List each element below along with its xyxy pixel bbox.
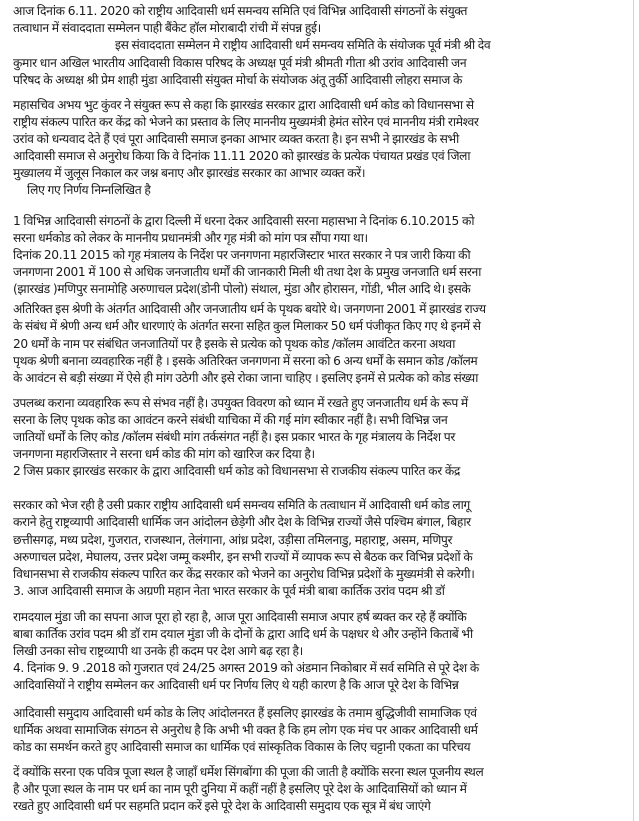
text-line: दिनांक 20.11 2015 को गृह मंत्रालय के निर्देश पर जनगणना महारजिस्टार भारत सरकार ने पत्र जारी किया की [13, 248, 471, 262]
text-line: छत्तीसगढ़, मध्य प्रदेश, गुजरात, राजस्थान, तेलंगाना, आंध्र प्रदेश, उड़ीसा तमिलनाडु, महाराष्ट्र, असम, मणिपुर [13, 533, 453, 547]
text-line: आदिवासी समुदाय आदिवासी धर्म कोड के लिए आंदोलनरत हैं इसलिए झारखंड के तमाम बुद्धिजीवी सामाजिक एवं [13, 706, 477, 720]
text-line: सरना के लिए पृथक कोड का आवंटन करने संबंधी याचिका में की गई मांग स्वीकार नहीं है। सभी विभिन्न जन [13, 413, 448, 427]
text-line: 20 धर्मों के नाम पर संबंधित जनजातियों पर है इसके से प्रत्येक को पृथक कोड /कॉलम आवंटित करना अथवा [13, 337, 456, 351]
text-line: रखते हुए आदिवासी धर्म पर सहमति प्रदान करें इसे पूरे देश के आदिवासी समुदाय एक सूत्र में बंध जाएंगे [13, 799, 431, 813]
text-line: बाबा कार्तिक उरांव पदम श्री डॉ राम दयाल मुंडा जी के दोनों के द्वारा आदि धर्म के पक्षधर थे और उन्होंने किताबें भी [13, 627, 473, 641]
text-line: जातियों धर्मों के लिए कोड /कॉलम संबंधी मांग तर्कसंगत नहीं है। इस प्रकार भारत के गृह मंत्रालय के निर्देश पर [13, 430, 455, 444]
text-line: मुख्यालय में जुलूस निकाल कर जश्न बनाए और झारखंड सरकार का आभार व्यक्त करें। [13, 166, 366, 180]
text-line: राष्ट्रीय संकल्प पारित कर केंद्र को भेजने का प्रस्ताव के लिए माननीय मुख्यमंत्री हेमंत सोरेन एवं माननीय मंत्री रामेश्वर [13, 115, 479, 129]
text-line: कराने हेतु राष्ट्रव्यापी आदिवासी धार्मिक जन आंदोलन छेड़ेगी और देश के विभिन्न राज्यों जैसे पश्चिम बंगाल, बिहार [13, 515, 471, 529]
text-line: पृथक श्रेणी बनाना व्यवहारिक नहीं है । इसके अतिरिक्त जनगणना में सरना को 6 अन्य धर्मों के समान कोड /कॉलम [13, 354, 478, 368]
text-line: धार्मिक अथवा सामाजिक संगठन से अनुरोध है कि अभी भी वक्त है कि हम लोग एक मंच पर आकर आदिवासी धर्म [13, 723, 478, 737]
decision-2-line: 2 जिस प्रकार झारखंड सरकार के द्वारा आदिवासी धर्म कोड को विधानसभा से राजकीय संकल्प पारित कर केंद्र [13, 464, 460, 478]
text-line: दें क्योंकि सरना एक पवित्र पूजा स्थल है जाहाँ धर्मेश सिंगबोंगा की पूजा की जाती है क्योंकि सरना स्थल पूजनीय स्थल [13, 765, 484, 779]
text-line: कुमार धान अखिल भारतीय आदिवासी विकास परिषद के अध्यक्ष पूर्व मंत्री श्रीमती गीता श्री उरांव आदिवासी जन [13, 56, 467, 70]
decision-1-line: 1 विभिन्न आदिवासी संगठनों के द्वारा दिल्ली में धरना देकर आदिवासी सरना महासभा ने दिनांक 6.10.2015 को [13, 214, 475, 228]
text-line: उरांव को धन्यवाद देते हैं एवं पूरा आदिवासी समाज इनका आभार व्यक्त करता है। इन सभी ने झारखंड के सभी [13, 132, 459, 146]
decision-4-line: 4. दिनांक 9. 9 .2018 को गुजरात एवं 24/25 अगस्त 2019 को अंडमान निकोबार में सर्व समिति से पूरे देश के [13, 661, 479, 675]
text-line: जनगणना महारजिस्तार ने सरना धर्म कोड की मांग को खारिज कर दिया है। [13, 447, 315, 461]
text-line: के संबंध में श्रेणी अन्य धर्म और धारणाएं के अंतर्गत सरना सहित कुल मिलाकर 50 धर्म पंजीकृत किए गए थे इनमें से [13, 319, 481, 333]
text-line: विधानसभा से राजकीय संकल्प पारित कर केंद्र सरकार को भेजने का अनुरोध विभिन्न प्रदेशों के मुख्यमंत्री से करेगी। [13, 567, 475, 581]
text-line: उपलब्ध कराना व्यवहारिक रूप से संभव नहीं है। उपयुक्त विवरण को ध्यान में रखते हुए जनजातीय धर्म के रूप में [13, 396, 468, 410]
text-line: है और पूजा स्थल के नाम पर धर्म का नाम पूरी दुनिया में कहीं नहीं है इसलिए पूरे देश के आदिवासियों को ध्यान में [13, 782, 467, 796]
text-line: अरुणाचल प्रदेश, मेघालय, उत्तर प्रदेश जम्मू कश्मीर, इन सभी राज्यों में व्यापक रूप से बैठक कर विभिन्न प्रदेशों के [13, 550, 473, 564]
text-line: आदिवासियों ने राष्ट्रीय सम्मेलन कर आदिवासी धर्म पर निर्णय लिए थे यही कारण है कि आज पूरे देश के विभिन्न [13, 678, 459, 692]
decisions-heading: लिए गए निर्णय निम्नलिखित है [27, 183, 151, 197]
text-line: रामदयाल मुंडा जी का सपना आज पूरा हो रहा है, आज पूरा आदिवासी समाज अपार हर्ष ब्यक्त कर रहे हैं क्योंकि [13, 610, 467, 624]
page-edge-divider [633, 0, 634, 821]
text-line: सरकार को भेज रही है उसी प्रकार राष्ट्रीय आदिवासी धर्म समन्वय समिति के तत्वाधान में आदिवासी धर्म कोड लागू [13, 498, 470, 512]
text-line: महासचिव अभय भुट कुंवर ने संयुक्त रूप से कहा कि झारखंड सरकार द्वारा आदिवासी धर्म कोड को विधानसभा से [13, 98, 474, 112]
text-line: जनगणना 2001 में 100 से अधिक जनजातीय धर्मों की जानकारी मिली थी तथा देश के प्रमुख जनजाति धर्म सरना [13, 265, 482, 279]
text-line: तत्वाधान में संवाददाता सम्मेलन पाही बैंकेट हॉल मोराबादी रांची में संपन्न हुई। [13, 21, 321, 35]
text-line: सरना धर्मकोड को लेकर के माननीय प्रधानमंत्री और गृह मंत्री को मांग पत्र सौंपा गया था। [13, 231, 368, 245]
text-line: आज दिनांक 6.11. 2020 को राष्ट्रीय आदिवासी धर्म समन्वय समिति एवं विभिन्न आदिवासी संगठनों के संयुक्त [13, 4, 468, 18]
text-line: आदिवासी समाज से अनुरोध किया कि वे दिनांक 11.11 2020 को झारखंड के प्रत्येक पंचायत प्रखंड एवं जिला [13, 149, 471, 163]
decision-3-line: 3. आज आदिवासी समाज के अग्रणी महान नेता भारत सरकार के पूर्व मंत्री बाबा कार्तिक उरांव पदम श्री डॉ [13, 584, 445, 598]
text-line: लिखी उनका सोच राष्ट्रव्यापी था उनके ही कदम पर देश आगे बढ़ रहा है। [13, 644, 303, 658]
text-line: अतिरिक्त इस श्रेणी के अंतर्गत आदिवासी और जनजातीय धर्म के पृथक बयोरे थे। जनगणना 2001 में झारखंड राज्य [13, 302, 486, 316]
text-line: परिषद के अध्यक्ष श्री प्रेम शाही मुंडा आदिवासी संयुक्त मोर्चा के संयोजक अंतू तुर्की आदिवासी लोहरा समाज के [13, 73, 463, 87]
paragraph-start-line: इस संवाददाता सम्मेलन मे राष्ट्रीय आदिवासी धर्म समन्वय समिति के संयोजक पूर्व मंत्री श्री देव [115, 38, 491, 52]
text-line: (झारखंड )मणिपुर सनामोहि अरुणाचल प्रदेश(डोनी पोलो) संथाल, मुंडा और होरासन, गोंडी, भील आदि थे। इसके [13, 282, 471, 296]
text-line: के आवंटन से बड़ी संख्या में ऐसे ही मांग उठेगी और इसे रोका जाना चाहिए । इसलिए इनमें से प्रत्येक को कोड संख्या [13, 371, 479, 385]
text-line: कोड का समर्थन करते हुए आदिवासी समाज का धार्मिक एवं सांस्कृतिक विकास के लिए चट्टानी एकता का परिचय [13, 740, 471, 754]
